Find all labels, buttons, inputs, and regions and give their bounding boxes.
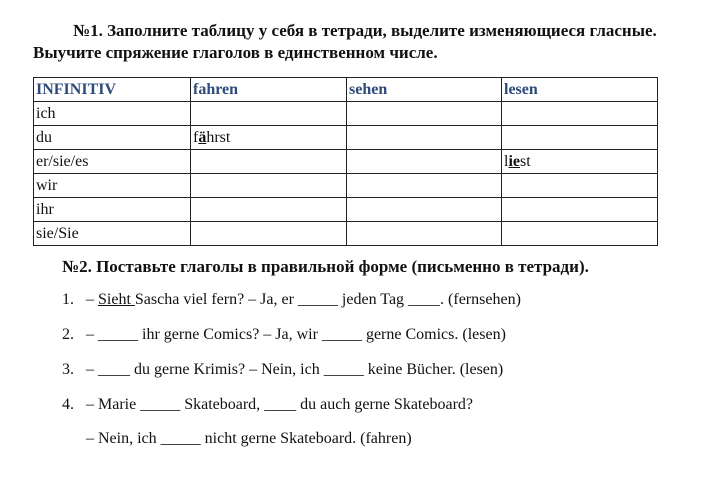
table-row [34, 126, 658, 150]
table-row [34, 174, 658, 198]
pronoun-cell: wir [34, 174, 191, 198]
item-text: – Marie _____ Skateboard, ____ du auch gerne Skateboard? [86, 396, 473, 413]
header-fahren: fahren [191, 78, 347, 102]
cell [347, 126, 502, 150]
cell [191, 174, 347, 198]
cell [502, 198, 658, 222]
header-sehen: sehen [347, 78, 502, 102]
item-number: 4. [62, 396, 74, 413]
task2-title: №2. Поставьте глаголы в правильной форме (письменно в тетради). [62, 257, 589, 276]
cell-lesen-er [502, 150, 658, 174]
cell [502, 126, 658, 150]
task1-title: №1. Заполните таблицу у себя в тетради, выделите изменяющиеся гласные. Выучите спряжение глаголов в единственном числе. [33, 21, 657, 62]
table-row [34, 102, 658, 126]
cell [347, 174, 502, 198]
item-text: – [86, 291, 98, 308]
cell [191, 150, 347, 174]
cell [347, 222, 502, 246]
pronoun-cell: er/sie/es [34, 150, 191, 174]
list-item [62, 288, 682, 323]
list-item [62, 323, 682, 358]
changing-vowel: ie [508, 153, 520, 170]
table-header-row [34, 78, 658, 102]
cell [191, 198, 347, 222]
item-text: Sascha viel fern? – Ja, er _____ jeden Tag ____. (fernsehen) [134, 291, 521, 308]
changing-vowel: ä [198, 129, 207, 146]
item-number: 2. [62, 326, 74, 343]
cell-fahren-du [191, 126, 347, 150]
exercise-list [62, 288, 682, 428]
cell [502, 222, 658, 246]
item-4-continuation: – Nein, ich _____ nicht gerne Skateboard. (fahren) [86, 430, 412, 447]
cell [347, 150, 502, 174]
cell [191, 222, 347, 246]
header-lesen: lesen [502, 78, 658, 102]
word-part: l [504, 153, 509, 170]
pronoun-cell: sie/Sie [34, 222, 191, 246]
pronoun-cell: ihr [34, 198, 191, 222]
underlined-verb: Sieht [98, 291, 135, 308]
cell [347, 198, 502, 222]
table-row [34, 222, 658, 246]
cell [347, 102, 502, 126]
item-text: – _____ ihr gerne Comics? – Ja, wir _____ gerne Comics. (lesen) [86, 326, 506, 343]
list-item [62, 358, 682, 393]
table-row [34, 198, 658, 222]
table-row [34, 150, 658, 174]
cell [502, 174, 658, 198]
word-part: st [520, 153, 531, 170]
pronoun-cell: ich [34, 102, 191, 126]
pronoun-cell: du [34, 126, 191, 150]
item-number: 3. [62, 361, 74, 378]
item-number: 1. [62, 291, 74, 308]
word-part: hrst [206, 129, 231, 146]
header-infinitiv: INFINITIV [34, 78, 191, 102]
cell [191, 102, 347, 126]
item-text: – ____ du gerne Krimis? – Nein, ich _____ keine Bücher. (lesen) [86, 361, 504, 378]
conjugation-table [33, 77, 658, 246]
word-part: f [193, 129, 199, 146]
cell [502, 102, 658, 126]
list-item [62, 393, 682, 428]
